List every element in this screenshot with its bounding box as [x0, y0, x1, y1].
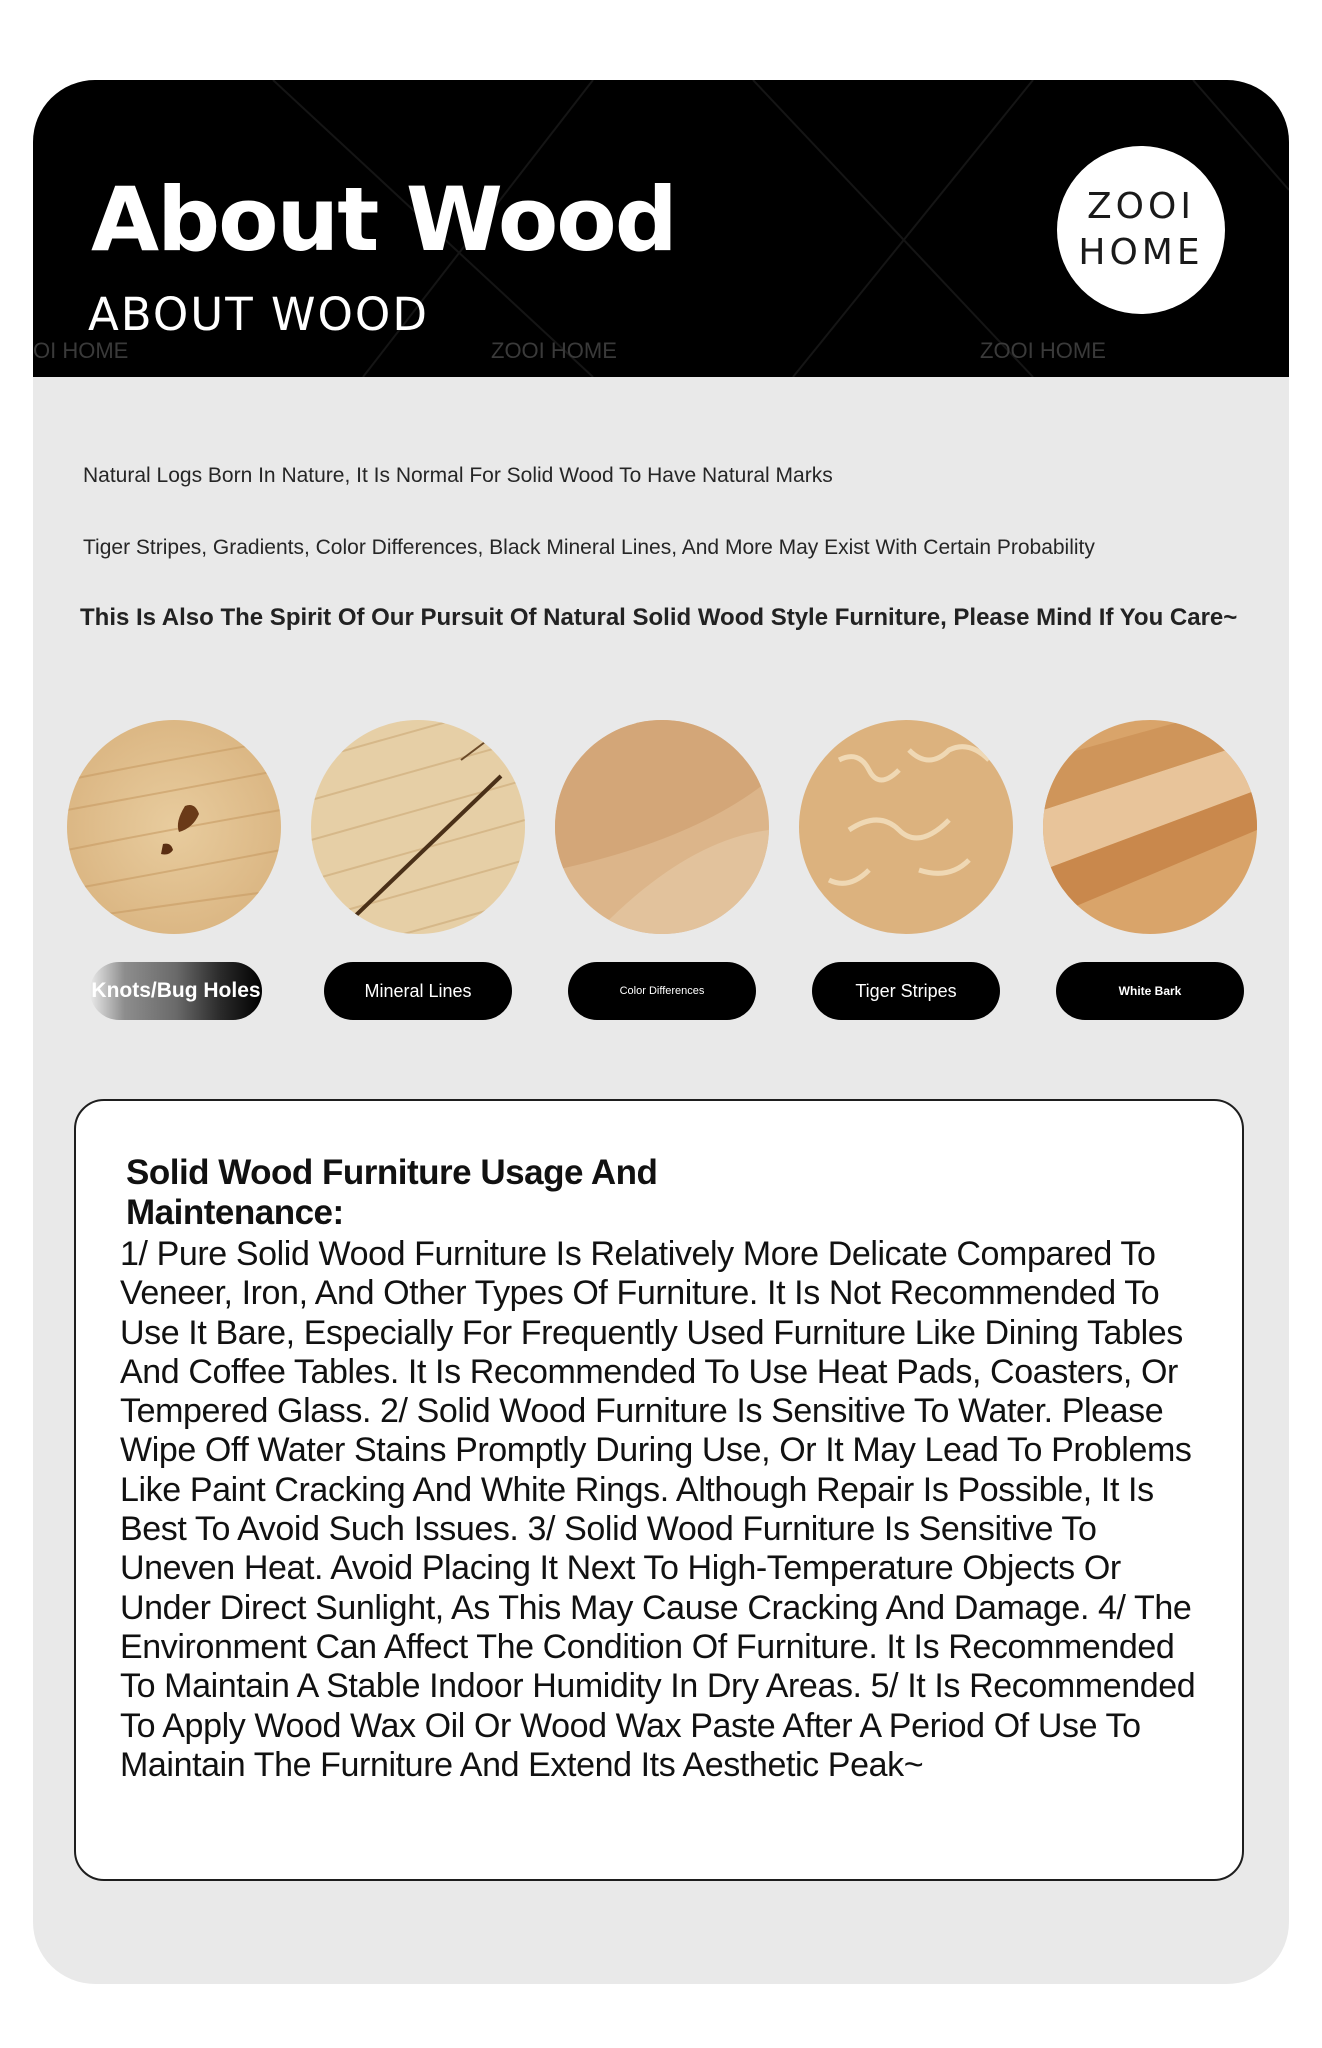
- page-title: About Wood: [91, 168, 676, 271]
- watermark-left: OI HOME: [33, 338, 129, 363]
- wood-color-difference-swatch: [555, 720, 769, 934]
- label-color-differences-text: Color Differences: [619, 985, 705, 997]
- logo-line-1: ZOOI: [1087, 186, 1195, 227]
- page-subtitle: ABOUT WOOD: [88, 288, 429, 341]
- logo-line-2: HOME: [1078, 232, 1204, 273]
- wood-tiger-stripe-swatch: [799, 720, 1013, 934]
- label-white-bark: [1056, 962, 1244, 1020]
- watermark-right: ZOOI HOME: [980, 338, 1106, 363]
- label-tiger-stripes: [812, 962, 1000, 1020]
- label-knots-bug-holes: [90, 962, 262, 1020]
- label-mineral-lines: [324, 962, 512, 1020]
- maintenance-title: Solid Wood Furniture Usage And Maintenance:: [126, 1153, 658, 1232]
- intro-line-1: Natural Logs Born In Nature, It Is Normal For Solid Wood To Have Natural Marks: [83, 464, 833, 487]
- header-banner: [33, 80, 1289, 377]
- watermark-middle: ZOOI HOME: [491, 338, 617, 363]
- label-white-bark-text: White Bark: [1118, 984, 1182, 998]
- label-mineral-lines-text: Mineral Lines: [364, 980, 472, 1001]
- intro-line-2: Tiger Stripes, Gradients, Color Differences, Black Mineral Lines, And More May Exist With Certain Probability: [83, 536, 1095, 559]
- maintenance-body: 1/ Pure Solid Wood Furniture Is Relatively More Delicate Compared To Veneer, Iron, And Other Types Of Furniture. It Is Not Recommended To Use It Bare, Especially For Frequently Used Furniture Like Dining Tables And Coffee Tables. It Is Recommended To Use Heat Pads, Coasters, Or Tempered Glass. 2/ Solid Wood Furniture Is Sensitive To Water. Please Wipe Off Water Stains Promptly During Use, Or It May Lead To Problems Like Paint Cracking And White Rings. Although Repair Is Possible, It Is Best To Avoid Such Issues. 3/ Solid Wood Furniture Is Sensitive To Uneven Heat. Avoid Placing It Next To High-Temperature Objects Or Under Direct Sunlight, As This May Cause Cracking And Damage. 4/ The Environment Can Affect The Condition Of Furniture. It Is Recommended To Maintain A Stable Indoor Humidity In Dry Areas. 5/ It Is Recommended To Apply Wood Wax Oil Or Wood Wax Paste After A Period Of Use To Maintain The Furniture And Extend Its Aesthetic Peak~: [120, 1235, 1196, 1784]
- intro-line-3: This Is Also The Spirit Of Our Pursuit Of Natural Solid Wood Style Furniture, Please Mind If You Care~: [80, 604, 1238, 631]
- about-wood-card: [33, 80, 1289, 1984]
- wood-mineral-line-swatch: [311, 720, 525, 934]
- brand-logo: [1057, 146, 1225, 314]
- label-color-differences: [568, 962, 756, 1020]
- maintenance-box: [74, 1099, 1244, 1881]
- label-knots-bug-holes-text: Knots/Bug Holes: [91, 979, 261, 1002]
- wood-white-bark-swatch: [1043, 720, 1257, 934]
- wood-knot-swatch: [67, 720, 281, 934]
- label-tiger-stripes-text: Tiger Stripes: [855, 980, 957, 1001]
